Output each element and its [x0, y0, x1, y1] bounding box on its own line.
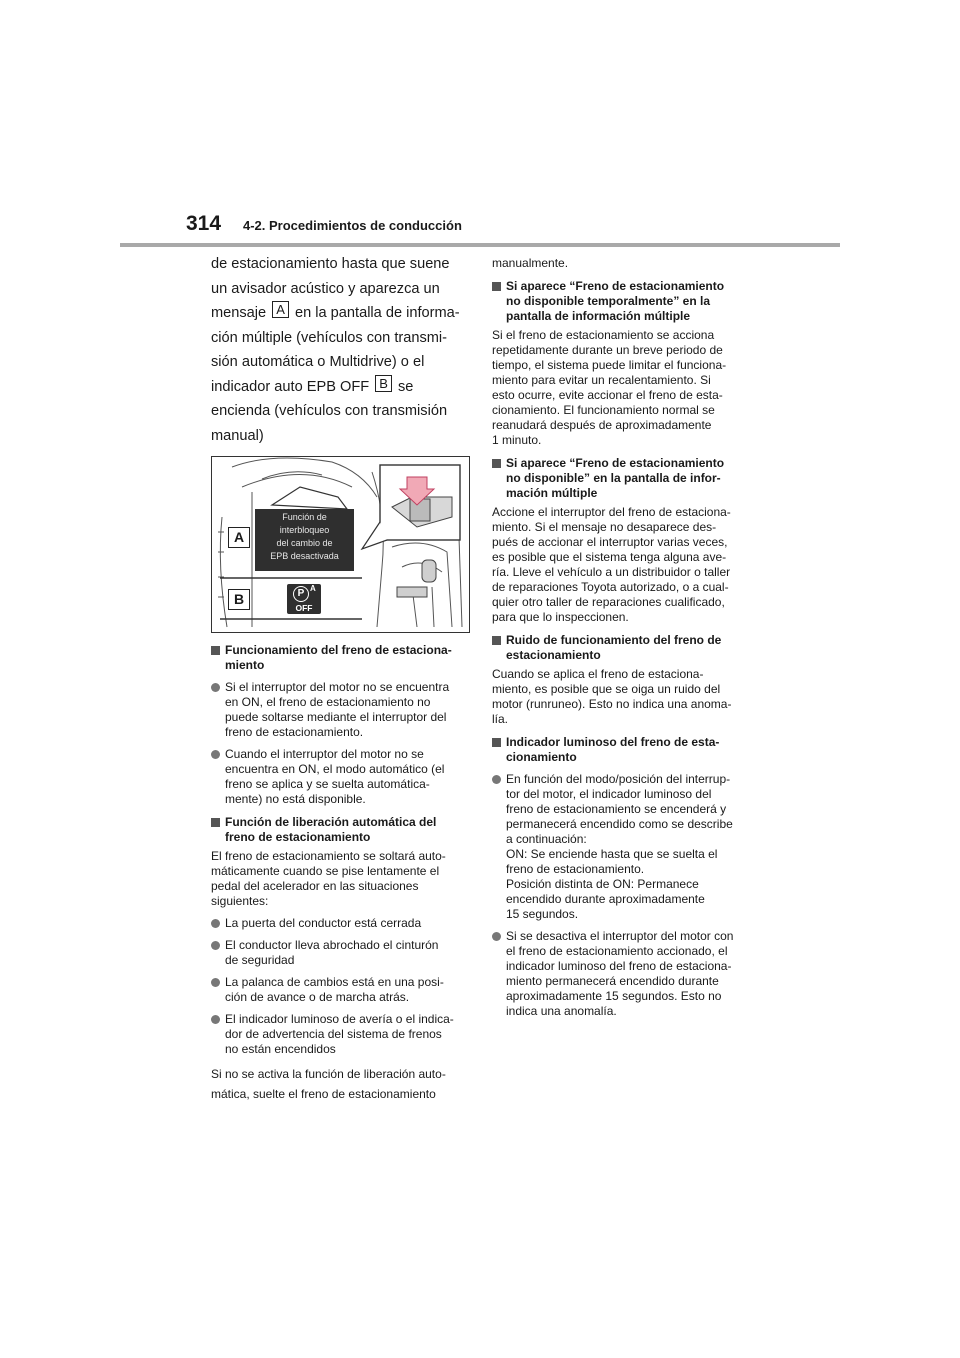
- message-line: Función de: [282, 512, 327, 522]
- right-column: [492, 256, 754, 1026]
- intro-line: en la pantalla de informa-: [294, 305, 460, 321]
- circle-bullet-icon: [211, 919, 220, 928]
- square-bullet-icon: [492, 459, 501, 468]
- heading-text: Función de liberación automática del freno de estacionamiento: [225, 815, 437, 844]
- intro-line: se: [397, 378, 414, 395]
- message-line: interbloqueo: [279, 525, 330, 535]
- paragraph: Si no se activa la función de liberación auto-: [211, 1067, 446, 1081]
- auto-epb-off-indicator-icon: [287, 584, 321, 614]
- bullet-text: Si el interruptor del motor no se encuentra en ON, el freno de estacionamiento no puede soltarse mediante el interruptor del freno de estacionamiento.: [225, 680, 450, 739]
- bullet-item: [211, 680, 473, 740]
- paragraph: Si el freno de estacionamiento se acciona repetidamente durante un breve periodo de tiempo, el sistema puede limitar el funciona- miento para evitar un recalentamiento. Si esto ocurre, evite accionar el freno de esta- cionamiento. El funcionamiento normal se reanudará después de aproximadamente 1 minuto.: [492, 328, 727, 447]
- left-column: [211, 252, 473, 1104]
- circle-bullet-icon: [211, 1015, 220, 1024]
- intro-line: encienda (vehículos con transmisión: [211, 403, 448, 419]
- badge-a: A: [272, 301, 289, 318]
- intro-paragraph: [211, 252, 473, 448]
- bullet-text: Cuando el interruptor del motor no se encuentra en ON, el modo automático (el freno se aplica y se suelta automática- mente) no está disponible.: [225, 747, 445, 806]
- bullet-item: [211, 938, 473, 968]
- square-bullet-icon: [492, 282, 501, 291]
- paragraph: Cuando se aplica el freno de estaciona- miento, es posible que se oiga un ruido del motor (runruneo). Esto no indica una anoma- lía.: [492, 667, 732, 726]
- intro-line: sión automática o Multidrive) o el: [211, 354, 425, 370]
- intro-line: mensaje: [211, 305, 267, 321]
- figure-label-a: A: [228, 527, 250, 548]
- intro-line: de estacionamiento hasta que suene: [211, 256, 450, 272]
- square-bullet-icon: [211, 646, 220, 655]
- section-title: 4-2. Procedimientos de conducción: [243, 218, 462, 233]
- paragraph: manualmente.: [492, 256, 569, 270]
- circle-bullet-icon: [211, 978, 220, 987]
- heading-text: Indicador luminoso del freno de esta- cionamiento: [506, 735, 720, 764]
- bullet-text: La palanca de cambios está en una posi- ción de avance o de marcha atrás.: [225, 975, 444, 1004]
- heading-text: Ruido de funcionamiento del freno de estacionamiento: [506, 633, 722, 662]
- message-line: EPB desactivada: [270, 551, 339, 561]
- heading: [492, 456, 754, 501]
- square-bullet-icon: [492, 636, 501, 645]
- header-rule: [120, 243, 840, 247]
- heading-text: Si aparece “Freno de estacionamiento no disponible temporalmente” en la pantalla de información múltiple: [506, 279, 725, 323]
- heading: [492, 279, 754, 324]
- bullet-item: [492, 929, 754, 1019]
- message-line: del cambio de: [276, 538, 333, 548]
- epb-p-symbol: P: [293, 586, 309, 602]
- paragraph: El freno de estacionamiento se soltará auto- máticamente cuando se pise lentamente el pedal del acelerador en las situaciones siguientes:: [211, 849, 446, 908]
- square-bullet-icon: [211, 818, 220, 827]
- mid-message-display: [255, 509, 354, 571]
- heading-text: Si aparece “Freno de estacionamiento no disponible” en la pantalla de infor- mación múltiple: [506, 456, 725, 500]
- bullet-text: Si se desactiva el interruptor del motor con el freno de estacionamiento accionado, el indicador luminoso del freno de estaciona- miento permanecerá encendido durante aproximadamente 15 segundos. Esto no indica una anomalía.: [506, 929, 734, 1018]
- epb-a-symbol: A: [310, 584, 316, 593]
- figure-label-b: B: [228, 589, 250, 610]
- intro-line: un avisador acústico y aparezca un: [211, 280, 440, 297]
- circle-bullet-icon: [211, 941, 220, 950]
- heading: [492, 633, 754, 663]
- bullet-item: [211, 1012, 473, 1057]
- bullet-item: [211, 975, 473, 1005]
- intro-line: ción múltiple (vehículos con transmi-: [211, 329, 448, 346]
- circle-bullet-icon: [211, 750, 220, 759]
- bullet-item: [211, 916, 473, 931]
- paragraph: Accione el interruptor del freno de estaciona- miento. Si el mensaje no desaparece des- pués de accionar el interruptor varias veces, es posible que el sistema tenga alguna ave- ría. Lleve el vehículo a un distribuidor o taller de reparaciones Toyota autorizado, o a cual- quier otro taller de reparaciones cualificado, para que lo inspeccionen.: [492, 505, 731, 624]
- bullet-text: El conductor lleva abrochado el cinturón de seguridad: [225, 938, 439, 967]
- page-number: 314: [186, 212, 222, 235]
- circle-bullet-icon: [211, 683, 220, 692]
- heading: [211, 815, 473, 845]
- epb-illustration: [211, 456, 470, 633]
- heading: [492, 735, 754, 765]
- circle-bullet-icon: [492, 775, 501, 784]
- square-bullet-icon: [492, 738, 501, 747]
- bullet-text: En función del modo/posición del interrup- tor del motor, el indicador luminoso del freno de estacionamiento se encenderá y permanecerá encendido como se describe a continuación: ON: Se enciende hasta que se suelta el freno de estacionamiento. Posición distinta de ON: Permanece encendido durante aproximadamente 15 segundos.: [506, 772, 733, 921]
- circle-bullet-icon: [492, 932, 501, 941]
- bullet-text: El indicador luminoso de avería o el indica- dor de advertencia del sistema de frenos no están encendidos: [225, 1012, 454, 1056]
- intro-line: indicador auto EPB OFF: [211, 378, 370, 395]
- bullet-text: La puerta del conductor está cerrada: [225, 916, 422, 930]
- paragraph: mática, suelte el freno de estacionamiento: [211, 1087, 436, 1101]
- heading-text: Funcionamiento del freno de estaciona- miento: [225, 643, 452, 672]
- heading: [211, 643, 473, 673]
- epb-off-text: OFF: [295, 603, 313, 613]
- bullet-item: [492, 772, 754, 922]
- bullet-item: [211, 747, 473, 807]
- intro-line: manual): [211, 427, 264, 444]
- badge-b: B: [375, 375, 392, 392]
